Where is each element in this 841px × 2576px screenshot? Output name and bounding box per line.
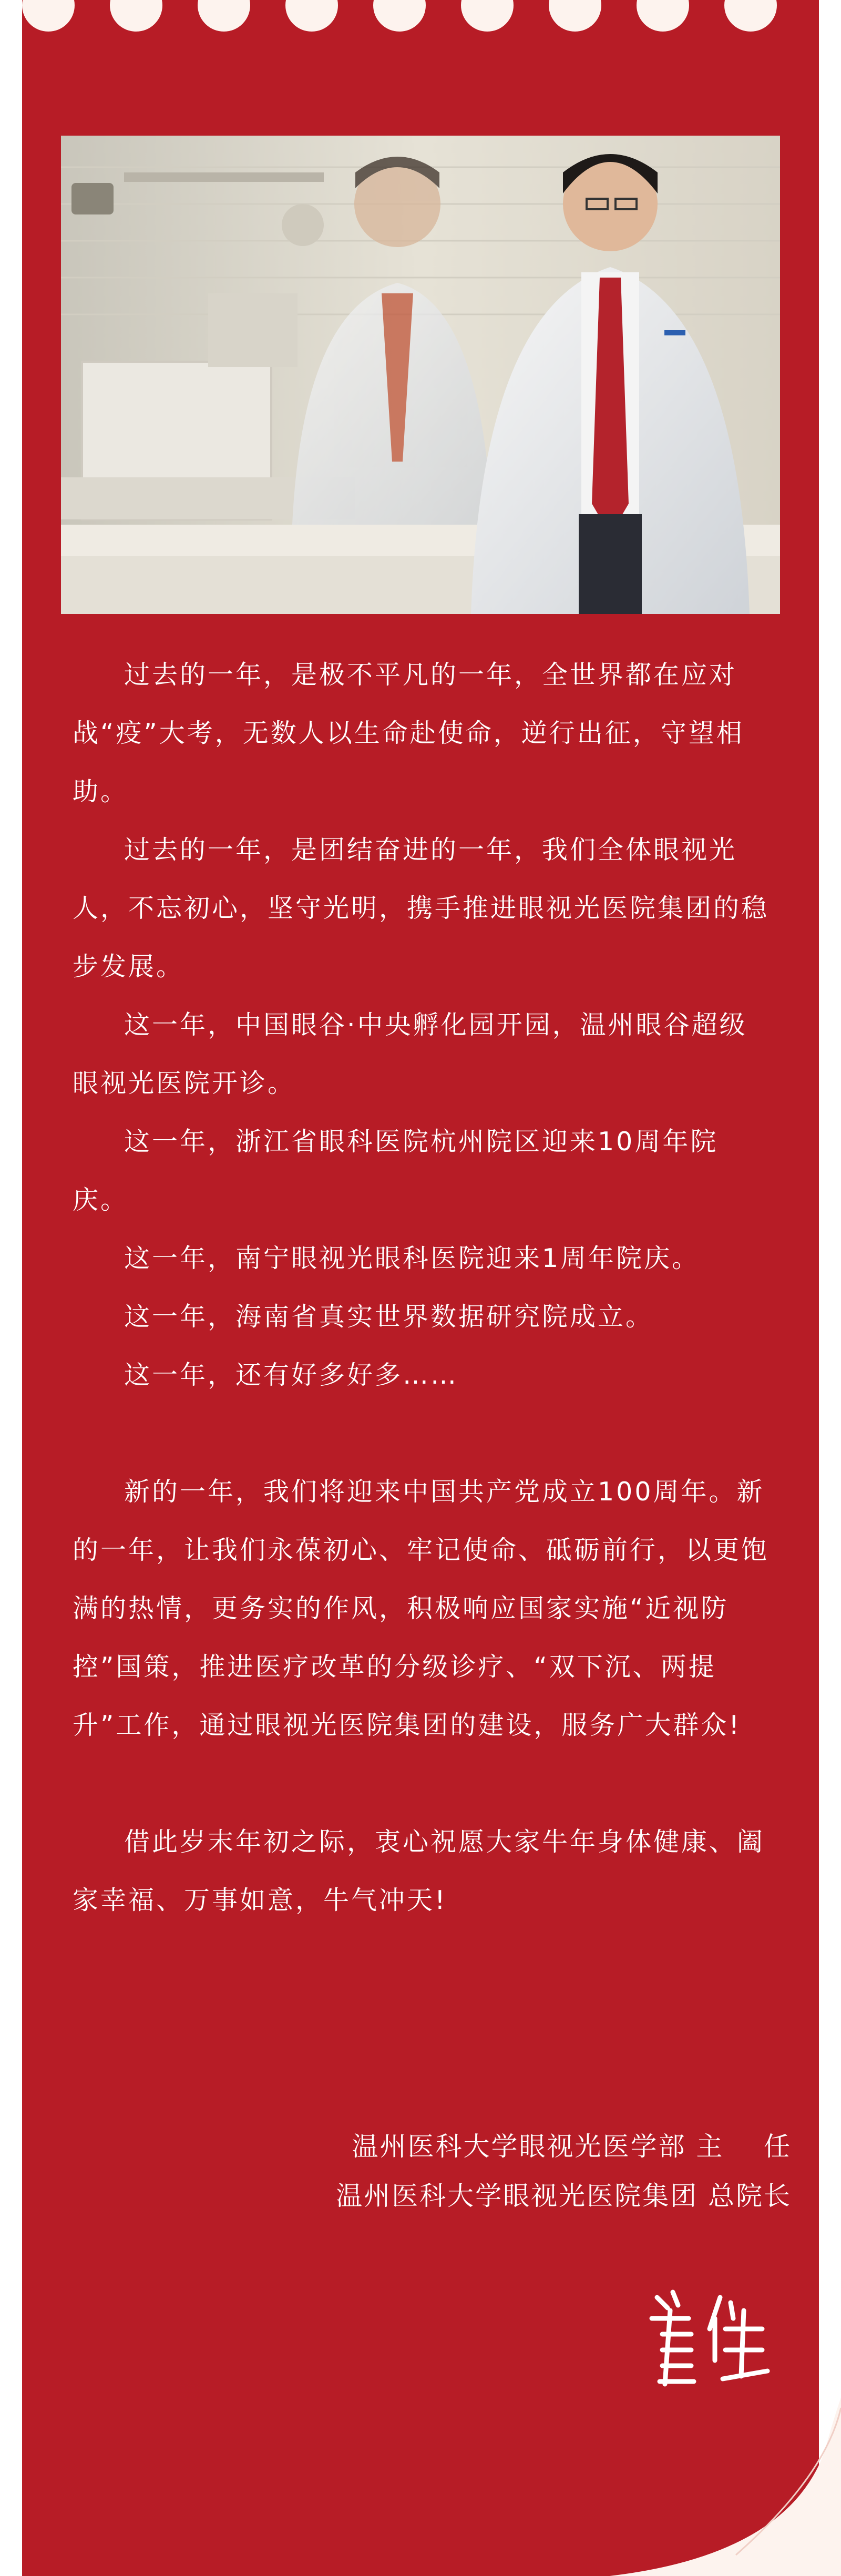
paragraph-4: 这一年，浙江省眼科医院杭州院区迎来10周年院庆。 (73, 1127, 719, 1215)
signature-line-1: 温州医科大学眼视光医学部 主 任 (352, 2131, 792, 2162)
doctor-portrait-photo (61, 136, 780, 614)
paragraph-gap (73, 1404, 772, 1463)
paragraph-2: 过去的一年，是团结奋进的一年，我们全体眼视光人，不忘初心，坚守光明，携手推进眼视光医院集团的稳步发展。 (73, 835, 770, 982)
paragraph-7: 这一年，还有好多好多…… (124, 1360, 459, 1390)
paragraph-9: 借此岁末年初之际，衷心祝愿大家牛年身体健康、阖家幸福、万事如意，牛气冲天! (73, 1827, 765, 1915)
paragraph-gap (73, 1754, 772, 1813)
doctor-portrait-illustration (61, 136, 780, 614)
corner-curl-decoration (578, 2397, 841, 2576)
handwritten-signature-icon (641, 2282, 773, 2392)
paragraph-3: 这一年，中国眼谷·中央孵化园开园，温州眼谷超级眼视光医院开诊。 (73, 1010, 747, 1098)
signature-line-2: 温州医科大学眼视光医院集团 总院长 (336, 2181, 792, 2211)
scalloped-top-edge (22, 0, 819, 37)
paragraph-5: 这一年，南宁眼视光眼科医院迎来1周年院庆。 (124, 1243, 700, 1273)
letter-body (73, 646, 772, 1929)
signature-titles (336, 2122, 792, 2221)
paragraph-1: 过去的一年，是极不平凡的一年，全世界都在应对战“疫”大考，无数人以生命赴使命，逆行出征，守望相助。 (73, 660, 744, 806)
paragraph-6: 这一年，海南省真实世界数据研究院成立。 (124, 1302, 654, 1332)
paragraph-8: 新的一年，我们将迎来中国共产党成立100周年。新的一年，让我们永葆初心、牢记使命、砥砺前行，以更饱满的热情，更务实的作风，积极响应国家实施“近视防控”国策，推进医疗改革的分级诊疗、“双下沉、两提升”工作，通过眼视光医院集团的建设，服务广大群众! (73, 1477, 770, 1740)
